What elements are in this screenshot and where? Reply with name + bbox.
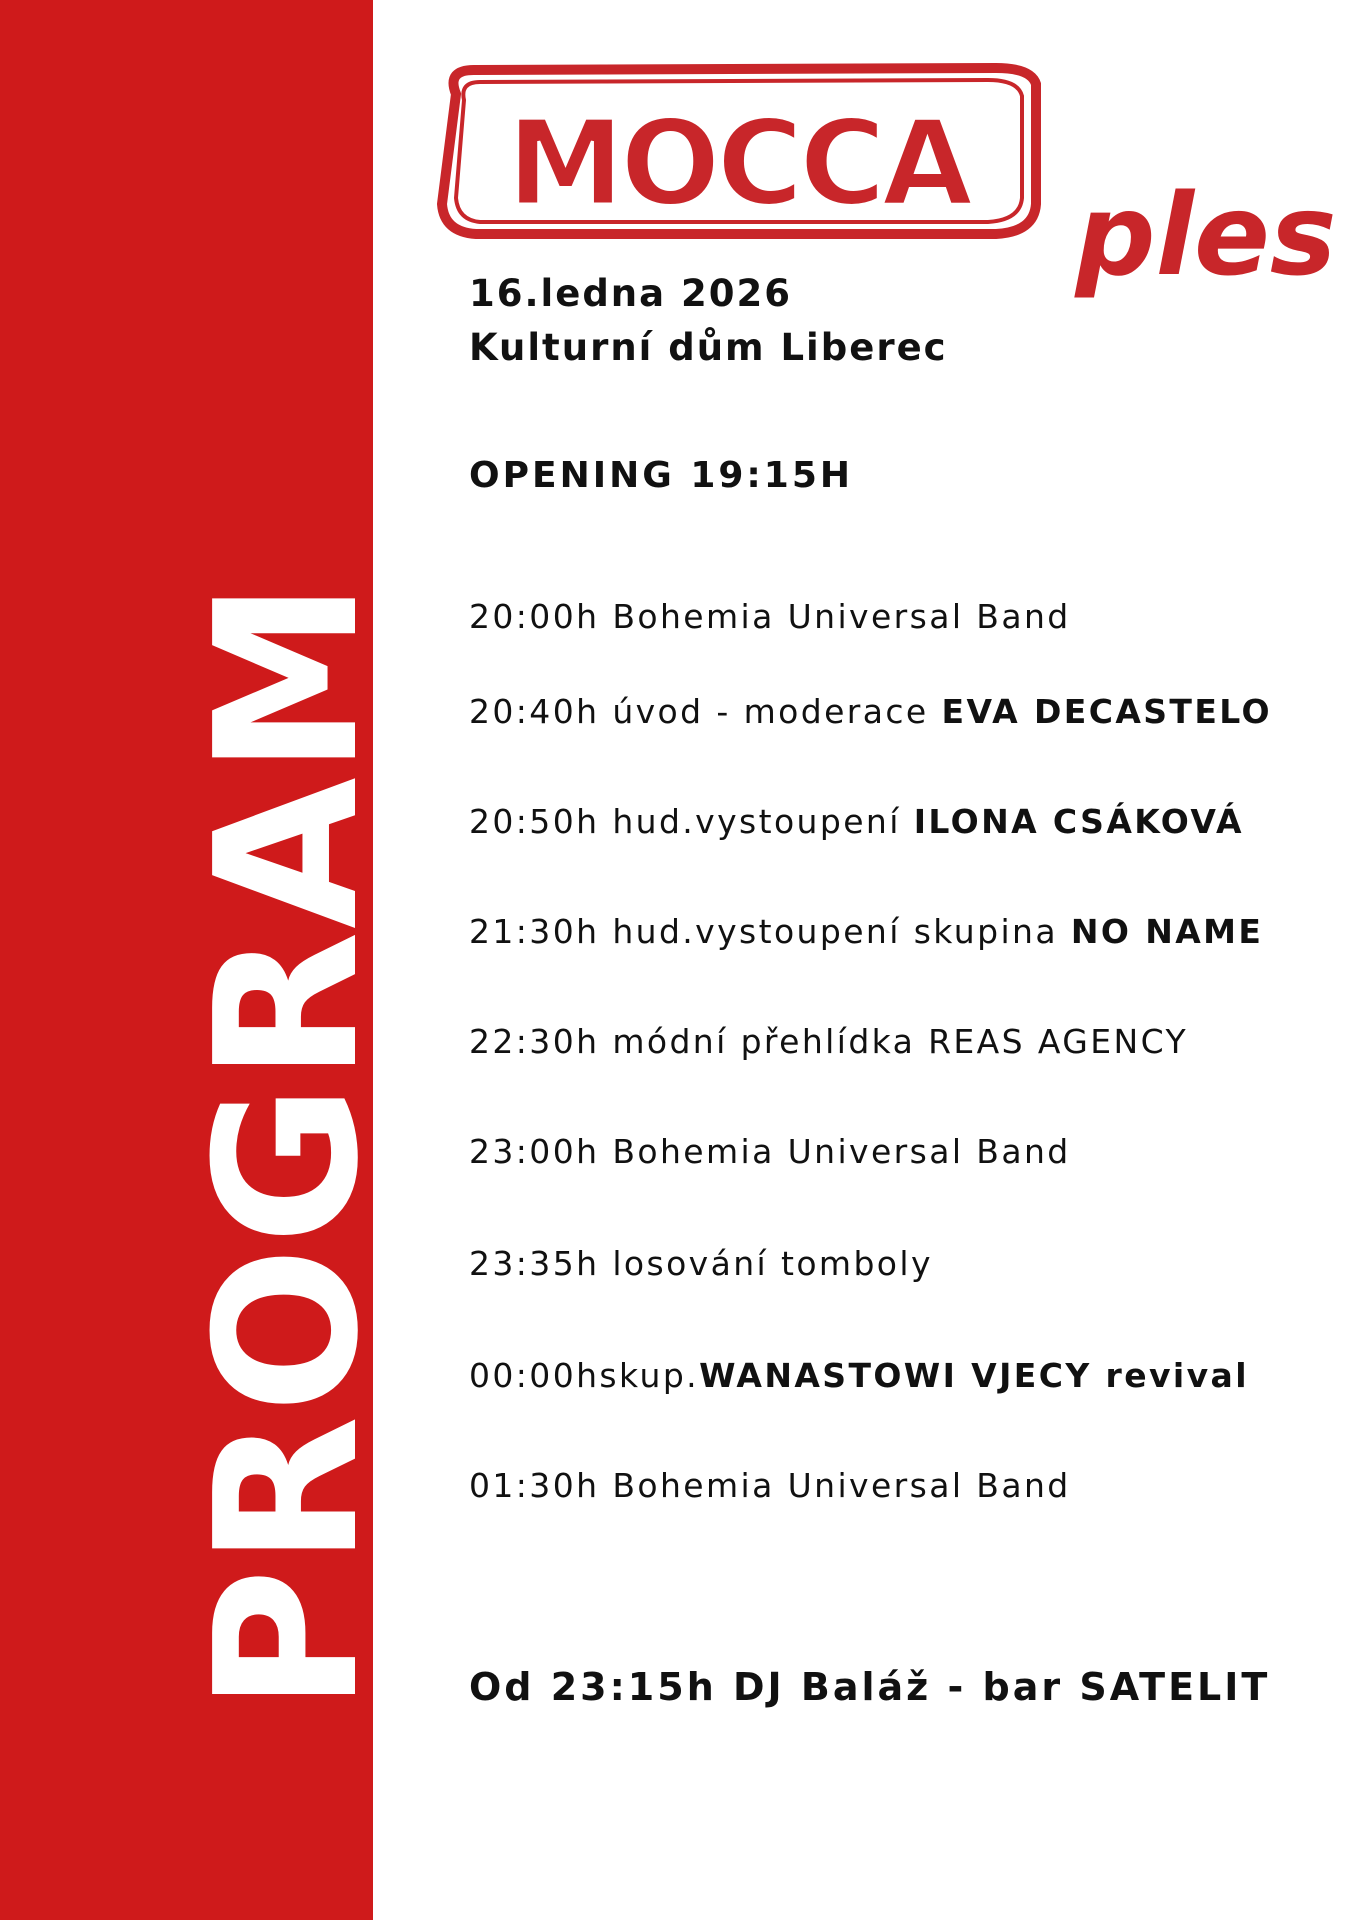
schedule-text: hud.vystoupení skupina [612, 912, 1058, 951]
schedule-text: úvod - moderace [612, 692, 929, 731]
schedule-text: Bohemia Universal Band [612, 1466, 1071, 1505]
schedule-text: losování tomboly [612, 1244, 933, 1283]
program-vertical-title: PROGRAM [174, 578, 402, 1712]
schedule-text: módní přehlídka REAS AGENCY [612, 1022, 1189, 1061]
schedule-time: 23:00h [469, 1132, 600, 1171]
schedule-item [469, 912, 1263, 951]
schedule-time: 20:50h [469, 802, 600, 841]
schedule-item [469, 1022, 1188, 1061]
schedule-time: 00:00h [469, 1356, 600, 1395]
event-date: 16.ledna 2026 [469, 272, 792, 315]
schedule-text: skup. [599, 1356, 700, 1395]
schedule-time: 23:35h [469, 1244, 600, 1283]
schedule-item [469, 1466, 1071, 1505]
schedule-text: Bohemia Universal Band [612, 597, 1071, 636]
schedule-performer: ILONA CSÁKOVÁ [913, 802, 1244, 841]
logo-badge [442, 68, 1036, 234]
schedule-item [469, 802, 1244, 841]
schedule-performer: EVA DECASTELO [941, 692, 1272, 731]
logo-main-text: MOCCA [506, 94, 970, 232]
schedule-item [469, 1132, 1071, 1171]
schedule-performer: NO NAME [1070, 912, 1264, 951]
schedule-time: 20:40h [469, 692, 600, 731]
schedule-time: 20:00h [469, 597, 600, 636]
schedule-item [469, 1356, 1249, 1395]
event-venue: Kulturní dům Liberec [469, 326, 948, 369]
schedule-time: 01:30h [469, 1466, 600, 1505]
schedule-item [469, 1244, 933, 1283]
dj-bar-note: Od 23:15h DJ Baláž - bar SATELIT [469, 1665, 1271, 1709]
schedule-text: Bohemia Universal Band [612, 1132, 1071, 1171]
logo-sub-text: ples [1075, 171, 1337, 301]
opening-time: OPENING 19:15H [469, 455, 854, 496]
schedule-time: 22:30h [469, 1022, 600, 1061]
schedule-text: hud.vystoupení [612, 802, 901, 841]
schedule-performer: WANASTOWI VJECY revival [699, 1356, 1249, 1395]
schedule-time: 21:30h [469, 912, 600, 951]
schedule-item [469, 692, 1272, 731]
schedule-item [469, 597, 1071, 636]
